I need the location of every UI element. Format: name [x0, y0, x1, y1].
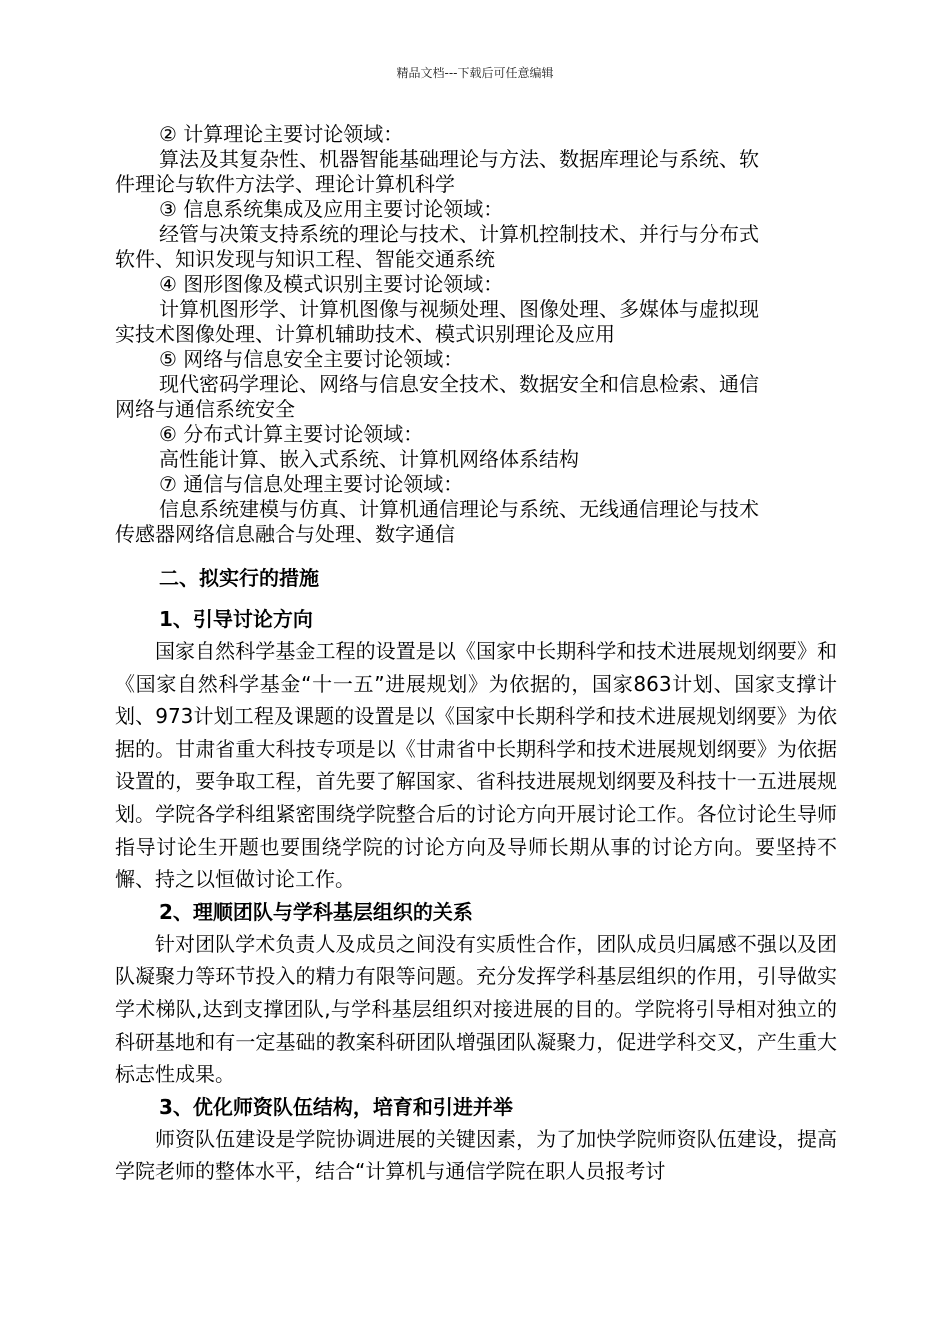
topic-communication — [115, 472, 837, 547]
topic-line: 高性能计算、嵌入式系统、计算机网络体系结构 — [159, 447, 579, 471]
topic-line: 经管与决策支持系统的理论与技术、计算机控制技术、并行与分布式 — [159, 222, 759, 246]
topic-graphics-image — [115, 272, 837, 347]
page-header: 精品文档---下载后可任意编辑 — [396, 66, 554, 80]
topic-line: 件理论与软件方法学、理论计算机科学 — [115, 172, 455, 196]
document-body — [115, 122, 837, 1188]
topic-info-systems — [115, 197, 837, 272]
topic-line: 网络与通信系统安全 — [115, 397, 295, 421]
topic-title: ⑥ 分布式计算主要讨论领域： — [159, 422, 424, 446]
topic-line: 计算机图形学、计算机图像与视频处理、图像处理、多媒体与虚拟现 — [159, 297, 759, 321]
subsection-paragraph-1: 国家自然科学基金工程的设置是以《国家中长期科学和技术进展规划纲要》和《国家自然科学基金“十一五”进展规划》为依据的，国家863计划、国家支撑计划、973计划工程及课题的设置是以《国家中长期科学和技术进展规划纲要》为依据的。甘肃省重大科技专项是以《甘肃省中长期科学和技术进展规划纲要》为依据设置的，要争取工程，首先要了解国家、省科技进展规划纲要及科技十一五进展规划。学院各学科组紧密围绕学院整合后的讨论方向开展讨论工作。各位讨论生导师指导讨论生开题也要围绕学院的讨论方向及导师长期从事的讨论方向。要坚持不懈、持之以恒做讨论工作。 — [115, 639, 837, 892]
topic-line: 算法及其复杂性、机器智能基础理论与方法、数据库理论与系统、软 — [159, 147, 759, 171]
topic-title: ⑦ 通信与信息处理主要讨论领域： — [159, 472, 464, 496]
topic-line: 软件、知识发现与知识工程、智能交通系统 — [115, 247, 495, 271]
topic-line: 信息系统建模与仿真、计算机通信理论与系统、无线通信理论与技术 — [159, 497, 759, 521]
topic-computing-theory — [115, 122, 837, 197]
subsection-paragraph-2: 针对团队学术负责人及成员之间没有实质性合作，团队成员归属感不强以及团队凝聚力等环节投入的精力有限等问题。充分发挥学科基层组织的作用，引导做实学术梯队,达到支撑团队,与学科基层组织对接进展的目的。学院将引导相对独立的科研基地和有一定基础的教案科研团队增强团队凝聚力，促进学科交叉，产生重大标志性成果。 — [115, 931, 837, 1087]
subsection-heading-1: 1、引导讨论方向 — [159, 607, 313, 631]
topic-line: 传感器网络信息融合与处理、数字通信 — [115, 522, 455, 546]
subsection-heading-2: 2、理顺团队与学科基层组织的关系 — [159, 899, 473, 924]
topic-distributed-computing — [115, 422, 837, 472]
section-heading: 二、拟实行的措施 — [159, 566, 319, 590]
topic-title: ③ 信息系统集成及应用主要讨论领域： — [159, 197, 504, 221]
topic-line: 实技术图像处理、计算机辅助技术、模式识别理论及应用 — [115, 322, 615, 346]
topic-title: ④ 图形图像及模式识别主要讨论领域： — [159, 272, 504, 296]
topic-list — [115, 122, 837, 547]
topic-network-security — [115, 347, 837, 422]
subsection-paragraph-3: 师资队伍建设是学院协调进展的关键因素，为了加快学院师资队伍建设，提高学院老师的整体水平，结合“计算机与通信学院在职人员报考讨 — [115, 1126, 837, 1184]
topic-title: ⑤ 网络与信息安全主要讨论领域： — [159, 347, 464, 371]
subsection-heading-3: 3、优化师资队伍结构，培育和引进并举 — [159, 1094, 513, 1119]
topic-line: 现代密码学理论、网络与信息安全技术、数据安全和信息检索、通信 — [159, 372, 759, 396]
topic-title: ② 计算理论主要讨论领域： — [159, 122, 404, 146]
